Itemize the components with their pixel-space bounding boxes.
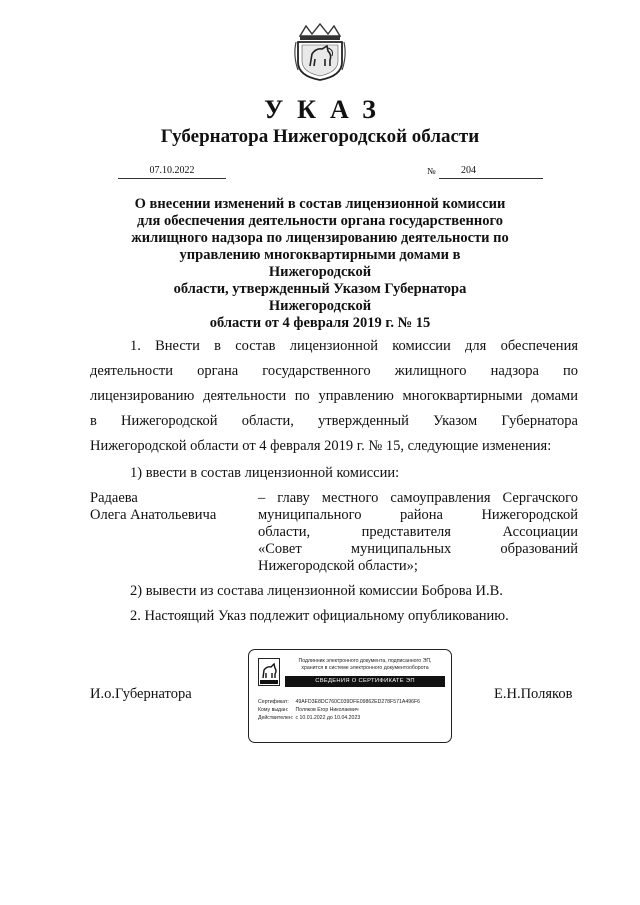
paragraph-1	[90, 334, 578, 459]
signatory-position: И.о.Губернатора	[90, 686, 192, 702]
document-subtitle: Губернатора Нижегородской области	[160, 126, 480, 147]
signatory-name: Е.Н.Поляков	[494, 686, 573, 702]
certificate-note	[285, 658, 445, 672]
description-line: Нижегородской области»;	[258, 558, 418, 574]
certificate-key: Кому выдан:	[258, 707, 289, 713]
description-line: области, представителя Ассоциации	[258, 524, 578, 540]
heading-line: области, утвержденный Указом Губернатора Нижегородской	[173, 281, 467, 314]
coat-of-arms-emblem	[292, 22, 348, 82]
certificate-value: 49AFD3E8DC760C039DFE09862ED278F571A496F6	[295, 699, 421, 705]
member-surname: Радаева	[90, 490, 138, 506]
paragraph-line: лицензированию деятельности по управлению многоквартирными домами	[90, 388, 578, 404]
document-date: 07.10.2022	[118, 163, 226, 179]
certificate-details	[258, 698, 446, 722]
heading-line: управлению многоквартирными домами в Нижегородской	[179, 247, 461, 280]
description-line: «Совет муниципальных образований	[258, 541, 578, 557]
item-1: 1) ввести в состав лицензионной комиссии:	[130, 465, 400, 481]
e-signature-stamp	[248, 649, 452, 743]
description-line: муниципального района Нижегородской	[258, 507, 578, 523]
description-line: – главу местного самоуправления Сергачского	[258, 490, 578, 506]
document-heading	[130, 196, 510, 332]
certificate-row	[258, 714, 446, 722]
number-label: №	[427, 166, 436, 176]
certificate-value: с 10.01.2022 до 10.04.2023	[295, 715, 361, 721]
certificate-row	[258, 698, 446, 706]
certificate-key: Сертификат:	[258, 699, 289, 705]
heading-line: О внесении изменений в состав лицензионной комиссии	[134, 196, 506, 212]
heading-line: области от 4 февраля 2019 г. № 15	[209, 315, 431, 331]
item-2: 2) вывести из состава лицензионной комиссии Боброва И.В.	[130, 583, 503, 599]
certificate-key: Действителен:	[258, 715, 294, 721]
member-description	[258, 490, 578, 575]
certificate-band: СВЕДЕНИЯ О СЕРТИФИКАТЕ ЭП	[285, 676, 445, 687]
member-name	[90, 490, 216, 524]
paragraph-2: 2. Настоящий Указ подлежит официальному опубликованию.	[130, 608, 509, 624]
certificate-row	[258, 706, 446, 714]
heading-line: для обеспечения деятельности органа государственного	[137, 213, 503, 229]
heading-line: жилищного надзора по лицензированию деятельности по	[131, 230, 509, 246]
certificate-value: Поляков Егор Николаевич	[295, 707, 359, 713]
emblem-logo-icon	[258, 658, 280, 686]
paragraph-line: деятельности органа государственного жилищного надзора по	[90, 363, 578, 379]
paragraph-line: 1. Внести в состав лицензионной комиссии для обеспечения	[130, 338, 578, 354]
certificate-note-line: Подлинник электронного документа, подписанного ЭП,	[298, 658, 432, 664]
paragraph-line: Нижегородской области от 4 февраля 2019 г. № 15, следующие изменения:	[90, 438, 552, 454]
member-given-name: Олега Анатольевича	[90, 507, 217, 523]
paragraph-line: в Нижегородской области, утвержденный Указом Губернатора	[90, 413, 578, 429]
document-title: УКАЗ	[264, 95, 390, 124]
document-number: 204	[439, 163, 543, 179]
certificate-note-line: хранится в системе электронного документооборота	[301, 665, 429, 671]
